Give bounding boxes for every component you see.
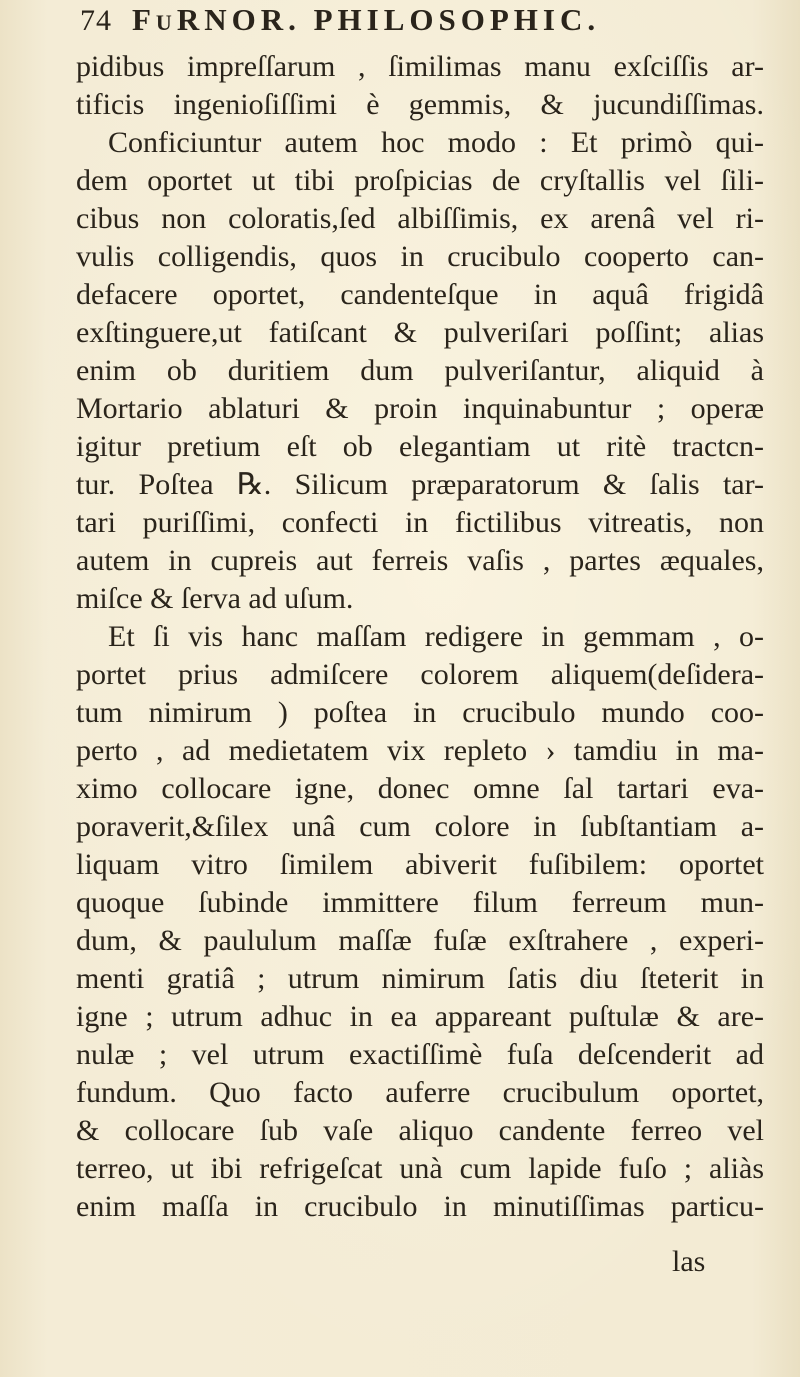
text-line-9: enim ob duritiem dum pulveriſantur, aliquid à [76, 354, 764, 387]
text-line-24: dum, & paululum maſſæ fuſæ exſtrahere , experi- [76, 924, 764, 957]
text-line-5: cibus non coloratis,ſed albiſſimis, ex arenâ vel ri- [76, 202, 764, 235]
text-line-21: poraverit,&ſilex unâ cum colore in ſubſtantiam a- [76, 810, 764, 843]
running-head: FuRNOR. PHILOSOPHIC. [132, 2, 601, 37]
text-line-15: miſce & ſerva ad uſum. [76, 582, 354, 615]
page-header [80, 2, 600, 42]
body-text [76, 48, 764, 1226]
text-line-8: exſtinguere,ut fatiſcant & pulveriſari poſſint; alias [76, 316, 764, 349]
text-line-19: perto , ad medietatem vix repleto › tamdiu in ma- [76, 734, 764, 767]
text-line-30: terreo, ut ibi refrigeſcat unà cum lapide fuſo ; aliàs [76, 1152, 764, 1185]
text-line-10: Mortario ablaturi & proin inquinabuntur ; operæ [76, 392, 764, 425]
text-line-20: ximo collocare igne, donec omne ſal tartari eva- [76, 772, 764, 805]
catchword: las [672, 1245, 706, 1278]
text-line-22: liquam vitro ſimilem abiverit fuſibilem: oportet [76, 848, 764, 881]
text-line-31: enim maſſa in crucibulo in minutiſſimas particu- [76, 1190, 764, 1223]
text-line-12: tur. Poſtea ℞. Silicum præparatorum & ſalis tar- [76, 468, 764, 501]
text-line-11: igitur pretium eſt ob elegantiam ut ritè tractcn- [76, 430, 764, 463]
text-line-25: menti gratiâ ; utrum nimirum ſatis diu ſteterit in [76, 962, 764, 995]
text-line-7: defacere oportet, candenteſque in aquâ frigidâ [76, 278, 764, 311]
text-line-29: & collocare ſub vaſe aliquo candente ferreo vel [76, 1114, 764, 1147]
text-line-1: pidibus impreſſarum , ſimilimas manu exſciſſis ar- [76, 50, 764, 83]
text-line-27: nulæ ; vel utrum exactiſſimè fuſa deſcenderit ad [76, 1038, 764, 1071]
text-line-14: autem in cupreis aut ferreis vaſis , partes æquales, [76, 544, 764, 577]
text-line-6: vulis colligendis, quos in crucibulo cooperto can- [76, 240, 764, 273]
text-line-3: Conficiuntur autem hoc modo : Et primò qui- [108, 126, 764, 159]
text-line-4: dem oportet ut tibi proſpicias de cryſtallis vel ſili- [76, 164, 764, 197]
text-line-17: portet prius admiſcere colorem aliquem(deſidera- [76, 658, 764, 691]
text-line-2: tificis ingenioſiſſimi è gemmis, & jucundiſſimas. [76, 88, 764, 121]
text-line-18: tum nimirum ) poſtea in crucibulo mundo coo- [76, 696, 764, 729]
text-line-23: quoque ſubinde immittere filum ferreum mun- [76, 886, 764, 919]
text-line-26: igne ; utrum adhuc in ea appareant puſtulæ & are- [76, 1000, 764, 1033]
page-number: 74 [80, 4, 112, 37]
text-line-16: Et ſi vis hanc maſſam redigere in gemmam , o- [108, 620, 764, 653]
text-line-28: fundum. Quo facto auferre crucibulum oportet, [76, 1076, 764, 1109]
text-line-13: tari puriſſimi, confecti in fictilibus vitreatis, non [76, 506, 764, 539]
